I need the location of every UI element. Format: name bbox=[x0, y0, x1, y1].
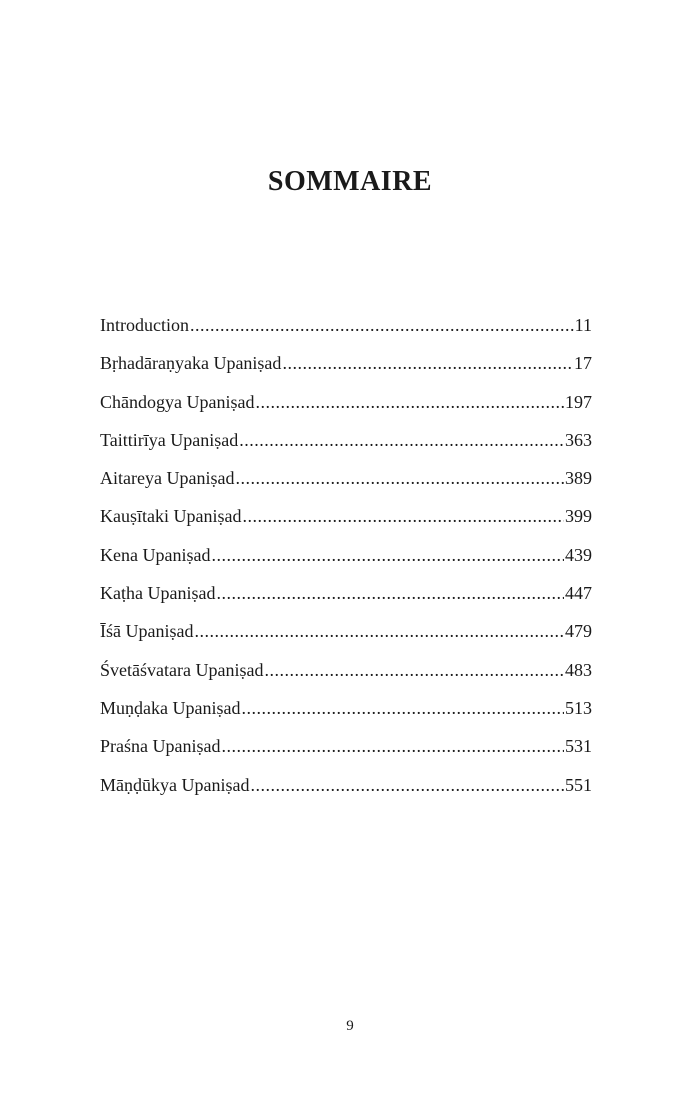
toc-entry[interactable] bbox=[100, 580, 592, 618]
toc-entry-title: Kauṣītaki Upaniṣad bbox=[100, 506, 242, 527]
dot-leader bbox=[282, 350, 573, 376]
toc-entry-page: 513 bbox=[565, 697, 592, 718]
toc-entry[interactable] bbox=[100, 350, 592, 388]
toc-entry-page: 447 bbox=[565, 583, 592, 604]
toc-entry-page: 389 bbox=[565, 468, 592, 489]
toc-entry-title: Introduction bbox=[100, 315, 189, 335]
dot-leader bbox=[242, 503, 564, 529]
dot-leader bbox=[216, 580, 564, 606]
dot-leader bbox=[239, 427, 564, 453]
dot-leader bbox=[255, 389, 564, 415]
toc-entry-page: 479 bbox=[565, 621, 592, 642]
toc-entry-page: 11 bbox=[574, 315, 592, 335]
toc-entry-title: Māṇḍūkya Upaniṣad bbox=[100, 774, 250, 795]
table-of-contents bbox=[100, 312, 592, 810]
toc-entry[interactable] bbox=[100, 465, 592, 503]
dot-leader bbox=[250, 772, 564, 798]
toc-entry-title: Muṇḍaka Upaniṣad bbox=[100, 697, 241, 718]
toc-entry[interactable] bbox=[100, 503, 592, 541]
toc-entry[interactable] bbox=[100, 695, 592, 733]
toc-entry-page: 531 bbox=[565, 736, 592, 757]
page-number: 9 bbox=[346, 1018, 354, 1034]
dot-leader bbox=[194, 618, 564, 644]
toc-entry[interactable] bbox=[100, 657, 592, 695]
toc-entry-page: 551 bbox=[565, 774, 592, 795]
toc-entry[interactable] bbox=[100, 733, 592, 771]
toc-entry[interactable] bbox=[100, 772, 592, 810]
toc-entry-title: Bṛhadāraṇyaka Upaniṣad bbox=[100, 353, 282, 374]
toc-entry[interactable] bbox=[100, 389, 592, 427]
toc-entry-title: Īśā Upaniṣad bbox=[100, 621, 194, 642]
toc-entry-page: 17 bbox=[574, 353, 592, 374]
toc-entry[interactable] bbox=[100, 427, 592, 465]
toc-entry[interactable] bbox=[100, 542, 592, 580]
toc-entry-page: 197 bbox=[565, 391, 592, 412]
toc-entry-title: Praśna Upaniṣad bbox=[100, 736, 221, 757]
toc-entry[interactable] bbox=[100, 618, 592, 656]
toc-entry-title: Śvetāśvatara Upaniṣad bbox=[100, 659, 264, 680]
dot-leader bbox=[241, 695, 564, 721]
toc-entry-page: 363 bbox=[565, 429, 592, 450]
page-title: SOMMAIRE bbox=[267, 166, 433, 197]
toc-entry[interactable] bbox=[100, 312, 592, 350]
dot-leader bbox=[190, 312, 574, 338]
toc-entry-title: Kena Upaniṣad bbox=[100, 544, 211, 565]
toc-entry-page: 439 bbox=[565, 544, 592, 565]
dot-leader bbox=[235, 465, 564, 491]
toc-entry-page: 483 bbox=[565, 659, 592, 680]
dot-leader bbox=[264, 657, 564, 683]
toc-entry-page: 399 bbox=[565, 506, 592, 527]
toc-entry-title: Kaṭha Upaniṣad bbox=[100, 583, 216, 604]
toc-entry-title: Chāndogya Upaniṣad bbox=[100, 391, 255, 412]
dot-leader bbox=[221, 733, 564, 759]
toc-entry-title: Taittirīya Upaniṣad bbox=[100, 429, 239, 450]
toc-entry-title: Aitareya Upaniṣad bbox=[100, 468, 235, 489]
dot-leader bbox=[211, 542, 564, 568]
